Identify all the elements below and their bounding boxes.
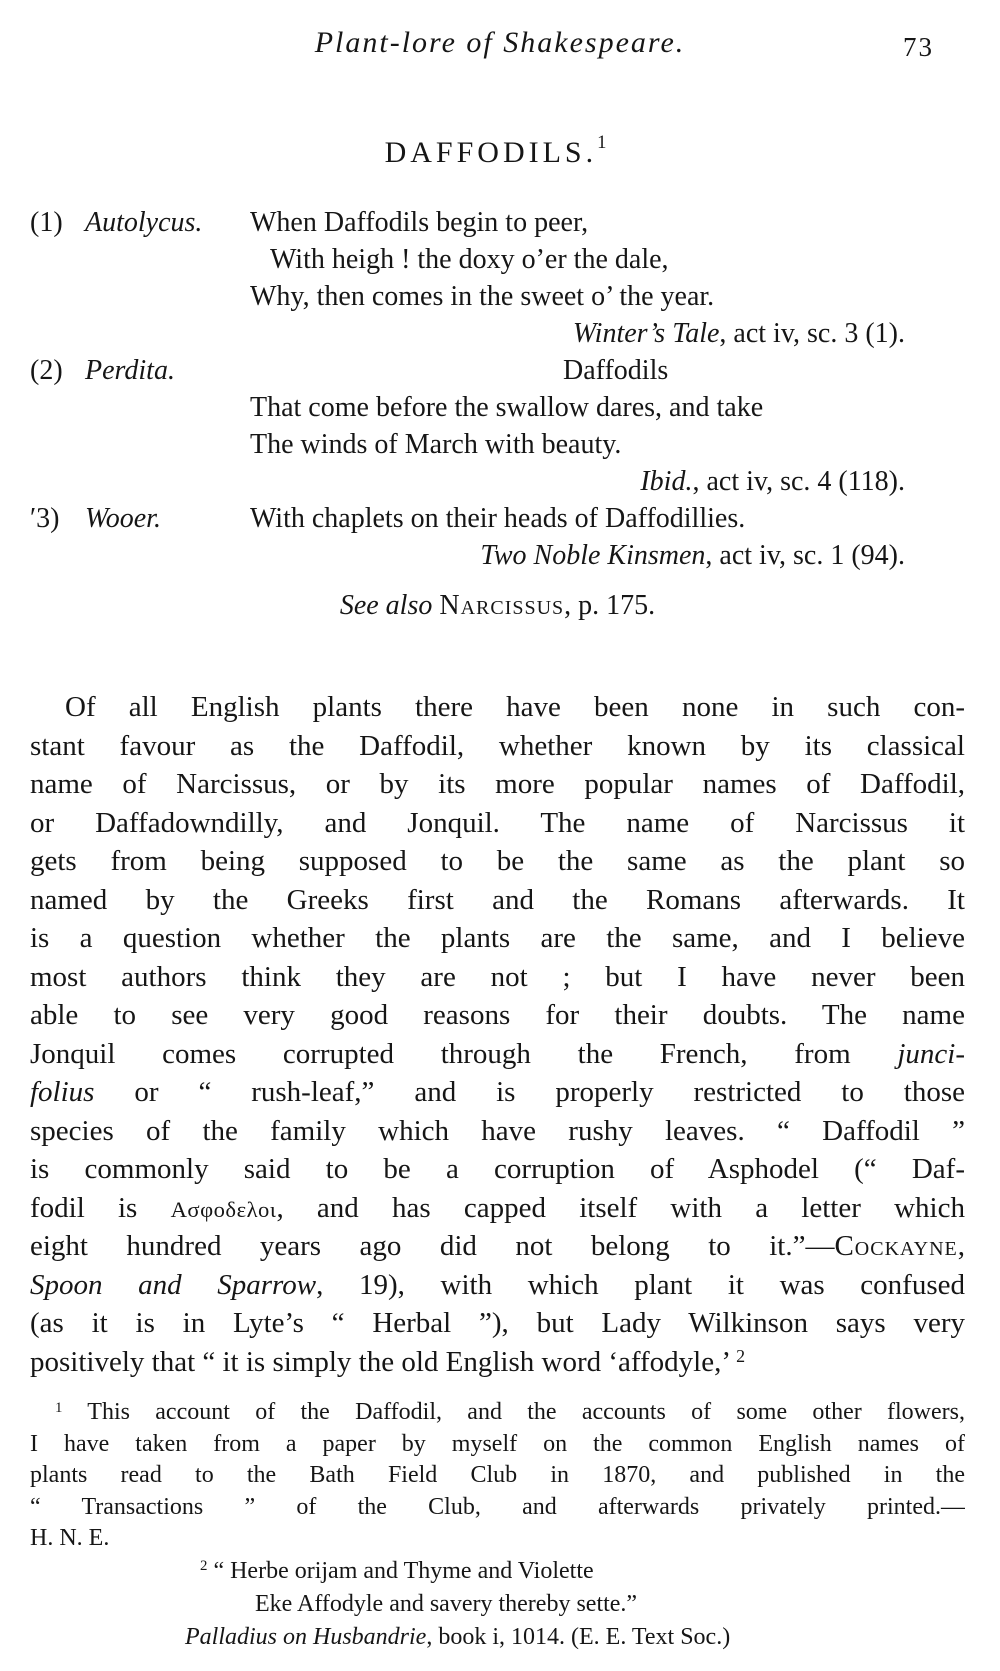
quote-number: ′3)	[30, 503, 60, 534]
quote-number: (2)	[30, 355, 63, 386]
verse-line: Why, then comes in the sweet o’ the year.	[250, 281, 715, 312]
footnote-mark-1: 1	[597, 132, 611, 154]
paragraph-line: is a question whether the plants are the same, and I believe	[30, 922, 965, 954]
verse-line: With chaplets on their heads of Daffodillies.	[250, 503, 746, 534]
verse-line: When Daffodils begin to peer,	[250, 207, 589, 238]
paragraph-line: Jonquil comes corrupted through the French, from junci-	[30, 1037, 965, 1070]
paragraph-line: named by the Greeks first and the Romans afterwards. It	[30, 883, 965, 916]
paragraph-line: or Daffadowndilly, and Jonquil. The name of Narcissus it	[30, 806, 965, 839]
paragraph-line: stant favour as the Daffodil, whether known by its classical	[30, 729, 965, 762]
quote-entry-2	[30, 352, 965, 500]
quotation-list	[30, 204, 965, 574]
paragraph-line: folius or “ rush-leaf,” and is properly restricted to those	[30, 1076, 965, 1108]
quote-speaker: Autolycus.	[85, 207, 203, 238]
footnote-1	[30, 1397, 965, 1555]
footnote-verse-line: Eke Affodyle and savery thereby sette.”	[255, 1590, 638, 1617]
paragraph-line: gets from being supposed to be the same as the plant so	[30, 845, 965, 877]
paragraph-line: name of Narcissus, or by its more popular names of Daffodil,	[30, 768, 965, 800]
quote-speaker: Perdita.	[85, 355, 175, 386]
quote-speaker: Wooer.	[85, 503, 161, 534]
page-number: 73	[903, 32, 934, 62]
quote-attribution: Winter’s Tale, act iv, sc. 3 (1).	[572, 318, 905, 349]
paragraph-line: eight hundred years ago did not belong to it.”—Cockayne,	[30, 1230, 965, 1262]
quote-verse	[250, 500, 965, 537]
footnote-2	[30, 1555, 965, 1654]
footnote-line: $^1$ This account of the Daffodil, and the accounts of some other flowers,	[55, 1399, 965, 1425]
quote-number: (1)	[30, 207, 63, 238]
verse-line: Daffodils	[563, 355, 669, 386]
quote-entry-1	[30, 204, 965, 352]
verse-line: With heigh ! the doxy o’er the dale,	[270, 244, 669, 275]
paragraph-line: Of all English plants there have been none in such con-	[65, 691, 965, 723]
quote-entry-3	[30, 500, 965, 574]
paragraph-line: fodil is Ασφοδελοι, and has capped itself with a letter which	[30, 1191, 965, 1224]
footnote-line: I have taken from a paper by myself on the common English names of	[30, 1430, 965, 1457]
paragraph-line: able to see very good reasons for their doubts. The name	[30, 999, 965, 1031]
verse-line: That come before the swallow dares, and take	[250, 392, 764, 423]
see-also-reference: See also Narcissus, p. 175.	[339, 590, 656, 621]
quote-attribution: Two Noble Kinsmen, act iv, sc. 1 (94).	[480, 540, 905, 571]
footnote-source: Palladius on Husbandrie, book i, 1014. (E. E. Text Soc.)	[185, 1623, 731, 1650]
paragraph-line: positively that “ it is simply the old English word ‘affodyle,’ $^2$	[30, 1345, 746, 1378]
quote-attribution: Ibid., act iv, sc. 4 (118).	[640, 466, 905, 497]
paragraph-line: species of the family which have rushy leaves. “ Daffodil ”	[30, 1114, 965, 1147]
footnote-author-initials: H. N. E.	[30, 1525, 110, 1551]
section-title	[30, 132, 965, 170]
paragraph-line: Spoon and Sparrow, 19), with which plant it was confused	[30, 1268, 965, 1301]
paragraph-line: most authors think they are not ; but I have never been	[30, 960, 965, 993]
running-head-title: Plant-lore of Shakespeare.	[314, 26, 686, 59]
section-title-text: DAFFODILS.	[384, 136, 598, 169]
verse-line: The winds of March with beauty.	[250, 429, 622, 460]
paragraph-line: is commonly said to be a corruption of Asphodel (“ Daf-	[30, 1153, 965, 1185]
footnote-line: plants read to the Bath Field Club in 1870, and published in the	[30, 1462, 965, 1488]
footnote-line: “ Transactions ” of the Club, and afterwards privately printed.—	[30, 1493, 965, 1520]
paragraph-line: (as it is in Lyte’s “ Herbal ”), but Lady Wilkinson says very	[30, 1307, 965, 1339]
footnote-verse-line: $^2$ “ Herbe orijam and Thyme and Violette	[200, 1557, 594, 1584]
quote-verse	[250, 352, 965, 463]
main-paragraph	[30, 688, 965, 1381]
quote-verse	[250, 204, 965, 315]
